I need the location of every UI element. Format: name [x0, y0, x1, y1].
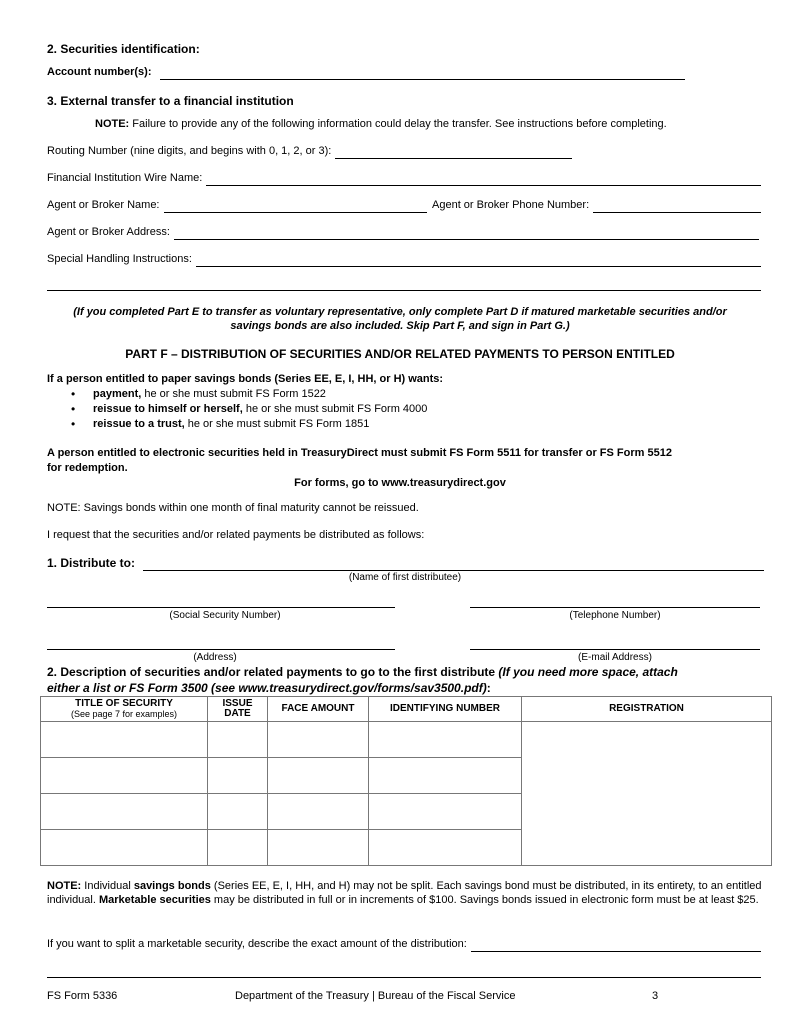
transfer-note-label: NOTE: [95, 118, 130, 130]
part-e-note-line-2: savings bonds are also included. Skip Part F, and sign in Part G.) [230, 320, 570, 332]
split-amount-line[interactable] [471, 941, 761, 952]
broker-phone-line[interactable] [593, 202, 761, 213]
description-heading-line-2: either a list or FS Form 3500 (see www.treasurydirect.gov/forms/sav3500.pdf): [47, 681, 491, 695]
broker-phone-field[interactable] [432, 199, 761, 213]
col-issue-date: ISSUE DATE [208, 697, 268, 722]
table-cell[interactable] [41, 830, 208, 866]
broker-address-line[interactable] [174, 229, 759, 240]
table-cell[interactable] [208, 794, 268, 830]
email-caption: (E-mail Address) [578, 652, 652, 663]
special-handling-line[interactable] [196, 256, 761, 267]
table-header-row [41, 697, 772, 722]
broker-name-line[interactable] [164, 202, 428, 213]
account-number-line[interactable] [160, 69, 686, 80]
table-cell[interactable] [41, 758, 208, 794]
email-line[interactable] [470, 649, 760, 650]
broker-address-label: Agent or Broker Address: [47, 226, 170, 238]
table-row [41, 722, 772, 758]
special-handling-label: Special Handling Instructions: [47, 253, 192, 265]
routing-number-label: Routing Number (nine digits, and begins with 0, 1, 2, or 3): [47, 145, 332, 157]
ssn-caption: (Social Security Number) [169, 610, 281, 621]
account-number-label: Account number(s): [47, 66, 152, 78]
wire-name-label: Financial Institution Wire Name: [47, 172, 203, 184]
table-cell[interactable] [268, 758, 369, 794]
split-amount-field[interactable] [47, 938, 761, 952]
table-cell[interactable] [268, 830, 369, 866]
telephone-line[interactable] [470, 607, 760, 608]
section-heading-securities-identification: 2. Securities identification: [47, 42, 200, 56]
list-item: • reissue to a trust, he or she must submit FS Form 1851 [47, 418, 427, 433]
table-cell[interactable] [369, 794, 522, 830]
table-cell[interactable] [41, 794, 208, 830]
col-title-of-security: TITLE OF SECURITY (See page 7 for examples) [41, 697, 208, 722]
special-handling-field[interactable] [47, 253, 761, 267]
securities-table [40, 696, 772, 866]
distributee-name-line[interactable] [143, 560, 764, 571]
footer-form-number: FS Form 5336 [47, 990, 118, 1002]
col-face-amount: FACE AMOUNT [268, 697, 369, 722]
col-registration: REGISTRATION [522, 697, 772, 722]
table-cell[interactable] [208, 758, 268, 794]
forms-link: For forms, go to www.treasurydirect.gov [294, 477, 506, 489]
list-item: • payment, he or she must submit FS Form 1522 [47, 388, 427, 403]
broker-address-field[interactable] [47, 226, 759, 240]
paper-bonds-intro: If a person entitled to paper savings bonds (Series EE, E, I, HH, or H) wants: [47, 373, 444, 385]
paper-bonds-options-list [47, 388, 427, 433]
list-item: • reissue to himself or herself, he or she must submit FS Form 4000 [47, 403, 427, 418]
broker-phone-label: Agent or Broker Phone Number: [432, 199, 590, 211]
telephone-caption: (Telephone Number) [569, 610, 661, 621]
distribute-to-label: 1. Distribute to: [47, 556, 136, 570]
transfer-note-text: Failure to provide any of the following information could delay the transfer. See instructions before completing. [132, 118, 667, 130]
account-number-field[interactable] [47, 66, 685, 80]
table-cell[interactable] [268, 794, 369, 830]
part-f-title: PART F – DISTRIBUTION OF SECURITIES AND/OR RELATED PAYMENTS TO PERSON ENTITLED [125, 347, 675, 361]
routing-number-line[interactable] [335, 148, 572, 159]
transfer-note [95, 118, 667, 132]
table-cell[interactable] [41, 722, 208, 758]
routing-number-field[interactable] [47, 145, 572, 159]
table-cell[interactable] [369, 722, 522, 758]
footer-department: Department of the Treasury | Bureau of the Fiscal Service [235, 990, 516, 1002]
address-line[interactable] [47, 649, 395, 650]
description-heading-line-1: 2. Description of securities and/or related payments to go to the first distribute (If you need more space, attach [47, 665, 678, 679]
section-heading-external-transfer: 3. External transfer to a financial institution [47, 94, 294, 108]
col-identifying-number: IDENTIFYING NUMBER [369, 697, 522, 722]
distributee-name-caption: (Name of first distributee) [348, 572, 462, 583]
table-cell[interactable] [369, 758, 522, 794]
address-caption: (Address) [193, 652, 237, 663]
electronic-securities-line-1: A person entitled to electronic securities held in TreasuryDirect must submit FS Form 5511 for transfer or FS Form 5512 [47, 447, 672, 459]
reissue-note: NOTE: Savings bonds within one month of final maturity cannot be reissued. [47, 502, 419, 514]
wire-name-field[interactable] [47, 172, 761, 186]
split-amount-label: If you want to split a marketable security, describe the exact amount of the distribution: [47, 938, 467, 950]
request-text: I request that the securities and/or related payments be distributed as follows: [47, 529, 425, 541]
split-note: NOTE: Individual savings bonds (Series EE, E, I, HH, and H) may not be split. Each savings bond must be distributed, in its entirety, to an entitled individual. Marketable securities may be distributed in full or in increments of $100. Savings bonds issued in electronic form must be at least $25. [47, 880, 762, 907]
part-e-note-line-1: (If you completed Part E to transfer as voluntary representative, only complete Part D if matured marketable securities and/or [73, 306, 727, 318]
table-cell[interactable] [208, 830, 268, 866]
wire-name-line[interactable] [206, 175, 761, 186]
table-cell[interactable] [268, 722, 369, 758]
table-cell[interactable] [208, 722, 268, 758]
broker-name-label: Agent or Broker Name: [47, 199, 160, 211]
footer-page-number: 3 [652, 990, 659, 1002]
distribute-to-field[interactable] [47, 556, 764, 571]
table-cell[interactable] [369, 830, 522, 866]
electronic-securities-line-2: for redemption. [47, 462, 128, 474]
split-amount-line-2[interactable] [47, 977, 761, 978]
ssn-line[interactable] [47, 607, 395, 608]
registration-cell[interactable] [522, 722, 772, 866]
broker-name-field[interactable] [47, 199, 427, 213]
special-handling-line-2[interactable] [47, 290, 761, 291]
